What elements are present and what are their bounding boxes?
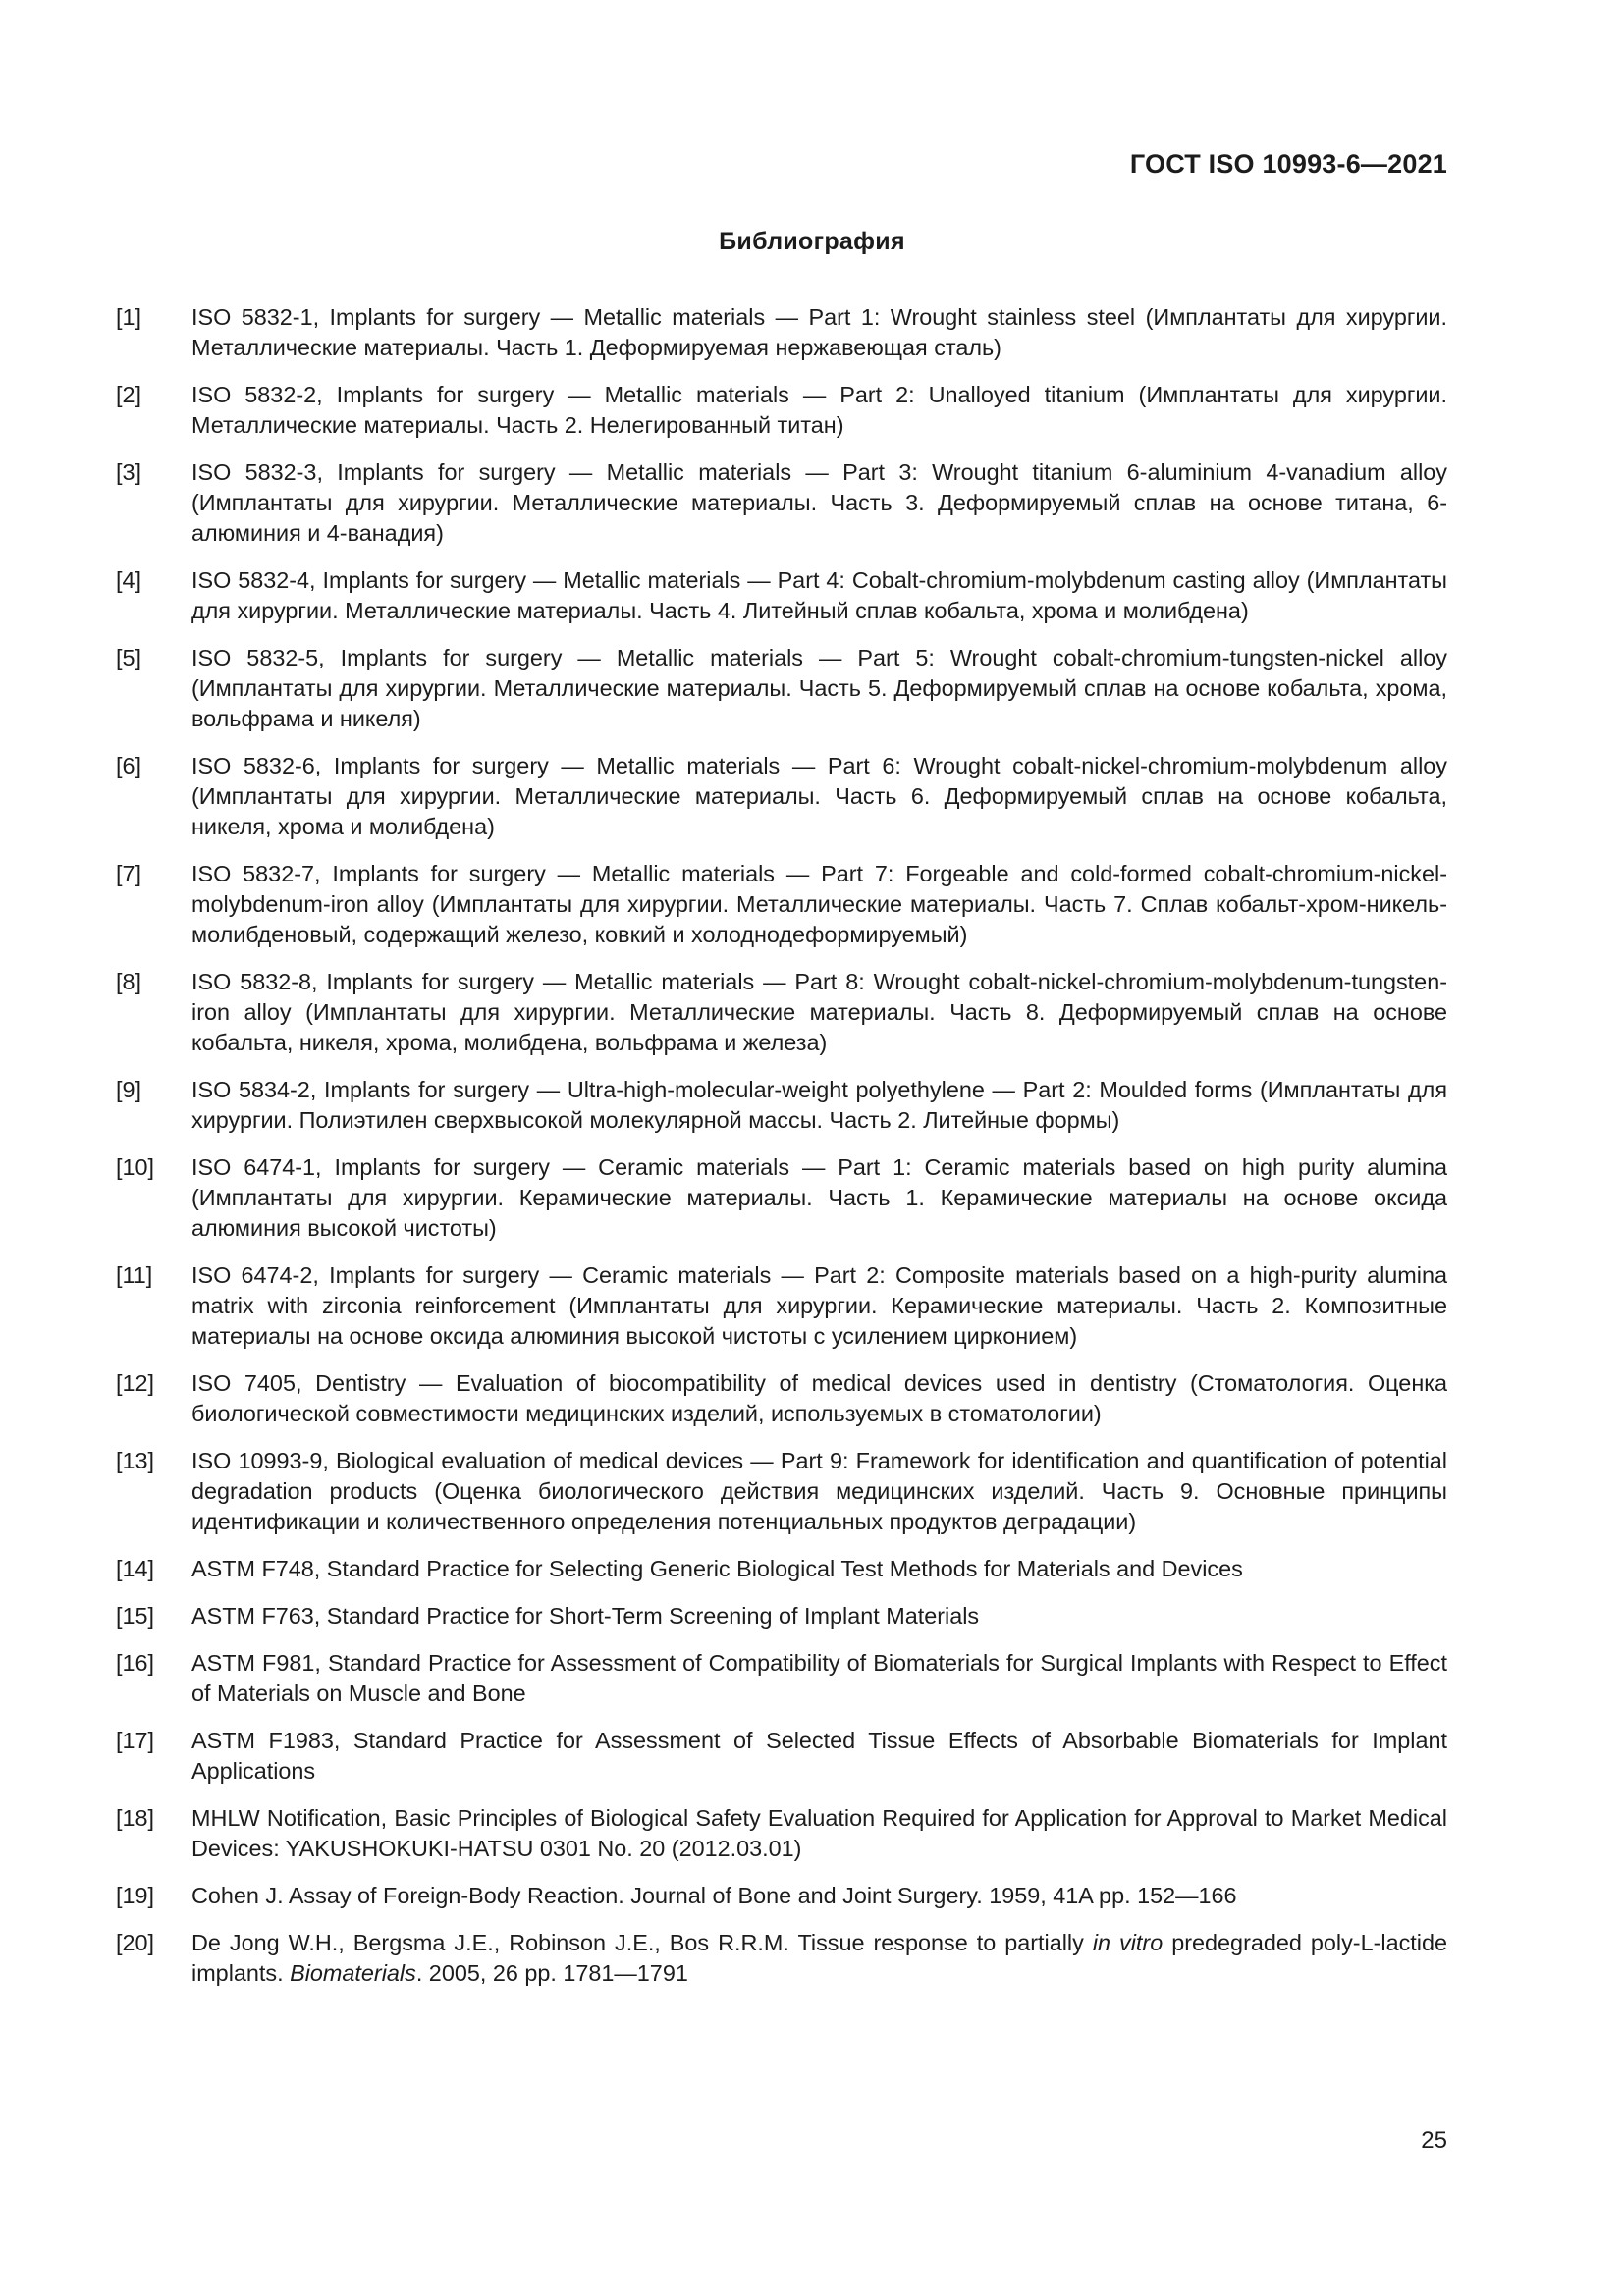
entry-number: [3] bbox=[116, 459, 142, 485]
entry-number: [5] bbox=[116, 645, 142, 670]
bibliography-entry bbox=[116, 751, 1447, 842]
entry-text: ISO 7405, Dentistry — Evaluation of biocompatibility of medical devices used in dentistry (Стоматология. Оценка биологической совместимости медицинских изделий, используемых в стоматологии) bbox=[191, 1370, 1447, 1426]
entry-text-part: De Jong W.H., Bergsma J.E., Robinson J.E., Bos R.R.M. Tissue response to partially bbox=[191, 1930, 1093, 1955]
bibliography-entry bbox=[116, 1648, 1447, 1709]
section-title: Библиография bbox=[719, 228, 905, 255]
entry-number: [17] bbox=[116, 1728, 155, 1753]
entry-text: ISO 5832-5, Implants for surgery — Metallic materials — Part 5: Wrought cobalt-chromium-tungsten-nickel alloy (Имплантаты для хирургии. Металлические материалы. Часть 5. Деформируемый сплав на основе кобальта, хрома, вольфрама и никеля) bbox=[191, 645, 1447, 731]
entry-text: ISO 6474-1, Implants for surgery — Ceramic materials — Part 1: Ceramic materials based on high purity alumina (Имплантаты для хирургии. Керамические материалы. Часть 1. Керамические материалы на основе оксида алюминия высокой чистоты) bbox=[191, 1154, 1447, 1241]
entry-text: ISO 5832-8, Implants for surgery — Metallic materials — Part 8: Wrought cobalt-nickel-chromium-molybdenum-tungsten-iron alloy (Имплантаты для хирургии. Металлические материалы. Часть 8. Деформируемый сплав на основе кобальта, никеля, хрома, молибдена, вольфрама и железа) bbox=[191, 969, 1447, 1055]
bibliography-entry bbox=[116, 1152, 1447, 1244]
bibliography-entry bbox=[116, 1554, 1447, 1584]
page-number: 25 bbox=[1421, 2127, 1447, 2154]
entry-text: MHLW Notification, Basic Principles of Biological Safety Evaluation Required for Application for Approval to Market Medical Devices: YAKUSHOKUKI-HATSU 0301 No. 20 (2012.03.01) bbox=[191, 1805, 1447, 1861]
entry-text: ISO 5832-7, Implants for surgery — Metallic materials — Part 7: Forgeable and cold-formed cobalt-chromium-nickel-molybdenum-iron alloy (Имплантаты для хирургии. Металлические материалы. Часть 7. Сплав кобальт-хром-никель-молибденовый, содержащий железо, ковкий и холоднодеформируемый) bbox=[191, 861, 1447, 947]
entry-number: [9] bbox=[116, 1077, 142, 1102]
bibliography-entry bbox=[116, 1928, 1447, 1989]
entry-number: [10] bbox=[116, 1154, 155, 1180]
bibliography-list bbox=[116, 302, 1447, 2005]
document-code: ГОСТ ISO 10993-6—2021 bbox=[1129, 149, 1447, 179]
bibliography-entry bbox=[116, 859, 1447, 950]
entry-number: [2] bbox=[116, 382, 142, 407]
bibliography-entry bbox=[116, 1726, 1447, 1787]
entry-number: [1] bbox=[116, 304, 142, 330]
entry-text: ISO 5832-6, Implants for surgery — Metallic materials — Part 6: Wrought cobalt-nickel-chromium-molybdenum alloy (Имплантаты для хирургии. Металлические материалы. Часть 6. Деформируемый сплав на основе кобальта, никеля, хрома и молибдена) bbox=[191, 753, 1447, 839]
bibliography-entry bbox=[116, 1803, 1447, 1864]
entry-number: [20] bbox=[116, 1930, 155, 1955]
bibliography-entry bbox=[116, 457, 1447, 549]
bibliography-entry bbox=[116, 302, 1447, 363]
entry-number: [12] bbox=[116, 1370, 155, 1396]
entry-text-part: predegraded poly-L-lactide implants. bbox=[191, 1930, 1448, 1986]
entry-text-part: . 2005, 26 pp. 1781—1791 bbox=[415, 1960, 688, 1986]
entry-number: [8] bbox=[116, 969, 142, 994]
entry-text: Cohen J. Assay of Foreign-Body Reaction. Journal of Bone and Joint Surgery. 1959, 41A pp. 152—166 bbox=[191, 1883, 1237, 1908]
entry-text: ISO 5832-4, Implants for surgery — Metallic materials — Part 4: Cobalt-chromium-molybdenum casting alloy (Имплантаты для хирургии. Металлические материалы. Часть 4. Литейный сплав кобальта, хрома и молибдена) bbox=[191, 567, 1447, 623]
entry-number: [4] bbox=[116, 567, 142, 593]
entry-text: ISO 5832-2, Implants for surgery — Metallic materials — Part 2: Unalloyed titanium (Имплантаты для хирургии. Металлические материалы. Часть 2. Нелегированный титан) bbox=[191, 382, 1447, 438]
entry-number: [18] bbox=[116, 1805, 155, 1831]
bibliography-entry bbox=[116, 380, 1447, 441]
bibliography-entry bbox=[116, 643, 1447, 734]
entry-text: ASTM F748, Standard Practice for Selecting Generic Biological Test Methods for Materials and Devices bbox=[191, 1556, 1243, 1581]
entry-text: ISO 6474-2, Implants for surgery — Ceramic materials — Part 2: Composite materials based on a high-purity alumina matrix with zirconia reinforcement (Имплантаты для хирургии. Керамические материалы. Часть 2. Композитные материалы на основе оксида алюминия высокой чистоты с усилением цирконием) bbox=[191, 1262, 1447, 1349]
bibliography-entry bbox=[116, 1446, 1447, 1537]
entry-text bbox=[191, 1928, 1447, 1989]
entry-number: [6] bbox=[116, 753, 142, 778]
entry-text: ASTM F763, Standard Practice for Short-Term Screening of Implant Materials bbox=[191, 1603, 980, 1629]
bibliography-entry bbox=[116, 967, 1447, 1058]
bibliography-entry bbox=[116, 1368, 1447, 1429]
bibliography-entry bbox=[116, 565, 1447, 626]
bibliography-entry bbox=[116, 1075, 1447, 1136]
entry-text: ISO 10993-9, Biological evaluation of medical devices — Part 9: Framework for identification and quantification of potential degradation products (Оценка биологического действия медицинских изделий. Часть 9. Основные принципы идентификации и количественного определения потенциальных продуктов деградации) bbox=[191, 1448, 1447, 1534]
entry-number: [19] bbox=[116, 1883, 155, 1908]
entry-text: ASTM F1983, Standard Practice for Assessment of Selected Tissue Effects of Absorbable Biomaterials for Implant Applications bbox=[191, 1728, 1447, 1784]
bibliography-entry bbox=[116, 1260, 1447, 1352]
entry-text: ASTM F981, Standard Practice for Assessment of Compatibility of Biomaterials for Surgical Implants with Respect to Effect of Materials on Muscle and Bone bbox=[191, 1650, 1447, 1706]
entry-number: [14] bbox=[116, 1556, 155, 1581]
entry-number: [13] bbox=[116, 1448, 155, 1473]
entry-text: ISO 5832-3, Implants for surgery — Metallic materials — Part 3: Wrought titanium 6-aluminium 4-vanadium alloy (Имплантаты для хирургии. Металлические материалы. Часть 3. Деформируемый сплав на основе титана, 6-алюминия и 4-ванадия) bbox=[191, 459, 1447, 546]
entry-text: ISO 5832-1, Implants for surgery — Metallic materials — Part 1: Wrought stainless steel (Имплантаты для хирургии. Металлические материалы. Часть 1. Деформируемая нержавеющая сталь) bbox=[191, 304, 1447, 360]
bibliography-entry bbox=[116, 1881, 1447, 1911]
entry-number: [15] bbox=[116, 1603, 155, 1629]
entry-number: [11] bbox=[116, 1262, 153, 1288]
entry-number: [7] bbox=[116, 861, 142, 886]
entry-text-italic: Biomaterials bbox=[290, 1960, 416, 1986]
entry-text: ISO 5834-2, Implants for surgery — Ultra-high-molecular-weight polyethylene — Part 2: Moulded forms (Имплантаты для хирургии. Полиэтилен сверхвысокой молекулярной массы. Часть 2. Литейные формы) bbox=[191, 1077, 1447, 1133]
entry-number: [16] bbox=[116, 1650, 155, 1676]
entry-text-italic: in vitro bbox=[1092, 1930, 1164, 1955]
bibliography-entry bbox=[116, 1601, 1447, 1631]
